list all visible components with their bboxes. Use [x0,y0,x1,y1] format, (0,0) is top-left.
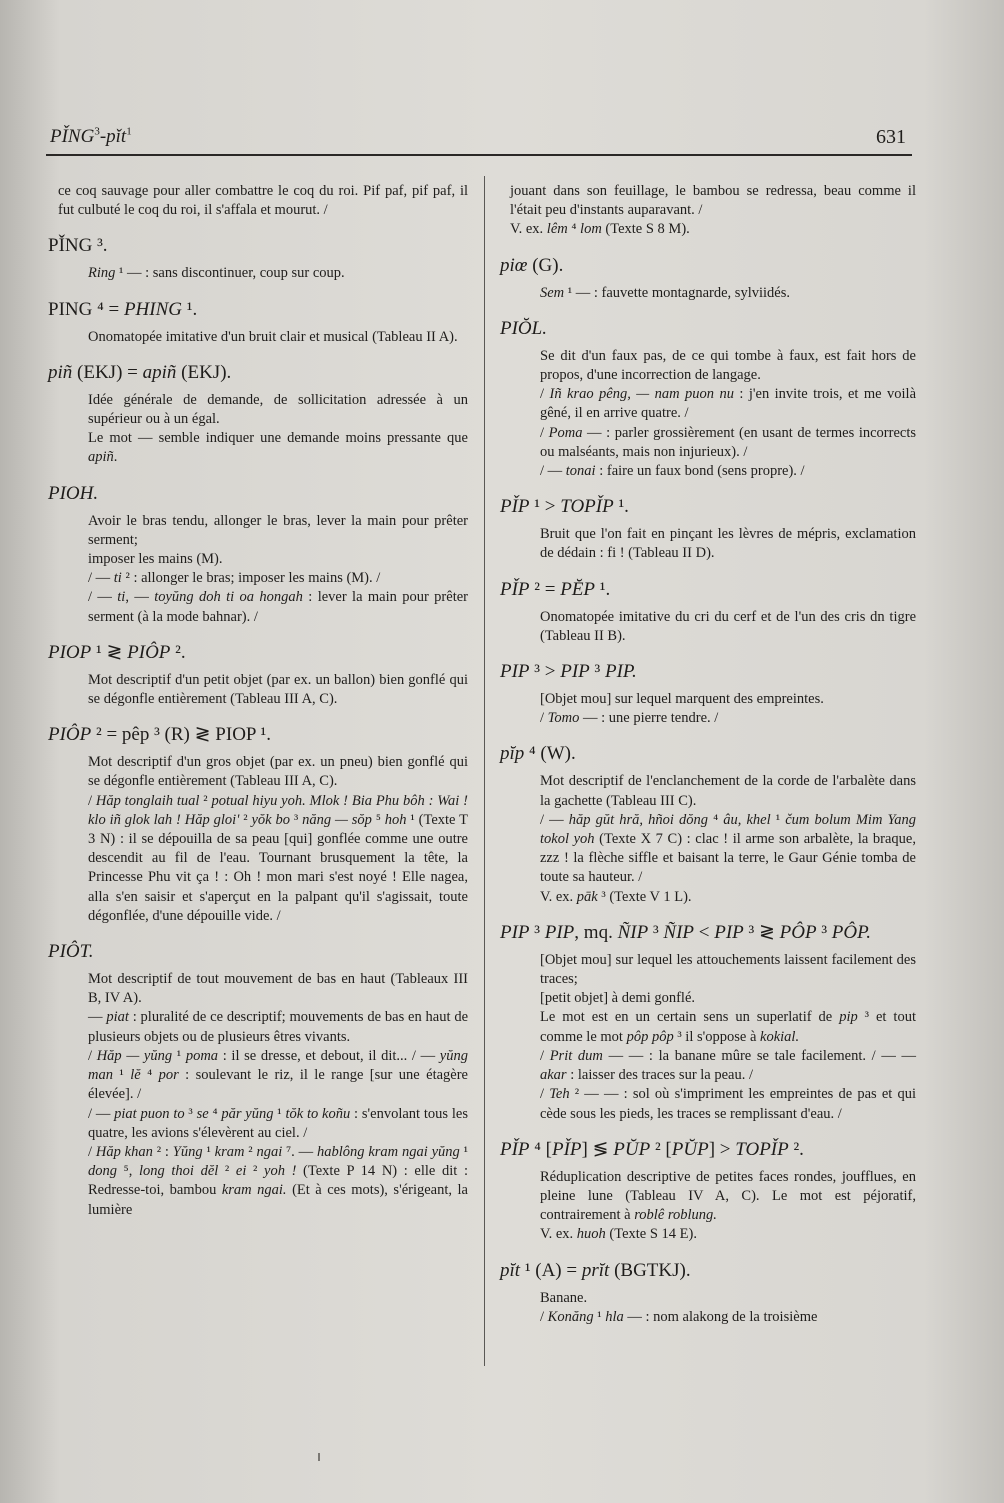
entry-definition [540,525,916,563]
entry-headword: pĭt ¹ (A) = prĭt (BGTKJ). [500,1259,691,1281]
entry-definition [540,284,916,303]
entry-definition [540,347,916,481]
entry-definition [540,1168,916,1245]
header-rule [46,154,912,156]
entry-definition [540,951,916,1124]
entry-definition [88,391,468,468]
definition-paragraph: [Objet mou] sur lequel marquent des empreintes. [540,691,824,708]
entry-headword: PIOH. [48,482,99,504]
definition-paragraph: Onomatopée imitative du cri du cerf et de l'un des cris dn tigre (Tableau II B). [540,608,916,644]
entry-headword: PǏP ⁴ [PǏP] ≶ PŬP ² [PŬP] > TOPǏP ². [500,1138,804,1160]
entry-definition [58,182,468,220]
entry-headword: PǏP ² = PĔP ¹. [500,578,611,600]
definition-paragraph: Sem ¹ — : fauvette montagnarde, sylviidés. [540,284,790,301]
definition-paragraph: / Konăng ¹ hla — : nom alakong de la troisième [540,1308,818,1325]
definition-paragraph: [Objet mou] sur lequel les attouchements laissent facilement des traces; [540,951,916,988]
definition-paragraph: / Tomo — : une pierre tendre. / [540,710,719,727]
entry-definition [88,512,468,627]
definition-paragraph: Onomatopée imitative d'un bruit clair et musical (Tableau II A). [88,328,458,345]
definition-paragraph: / Poma — : parler grossièrement (en usant de termes incorrects ou malséants, mais non injurieux). / [540,424,917,460]
definition-paragraph: / Prit dum — — : la banane mûre se tale facilement. / — — akar : laisser des traces sur la peau. / [540,1047,917,1084]
running-header: PǏNG$^3$-pǐt$^1$ [50,125,132,147]
definition-paragraph: Réduplication descriptive de petites faces rondes, joufflues, en pleine lune (Tableau IV A, C). Le mot est péjoratif, contrairement à roblê roblung. [540,1168,916,1224]
definition-paragraph: Avoir le bras tendu, allonger le bras, lever la main pour prêter serment; [88,512,468,548]
definition-paragraph: Mot descriptif d'un petit objet (par ex. un ballon) bien gonflé qui se dégonfle entièrement (Tableau III A, C). [88,671,468,708]
entry-headword: PIÔP ² = pêp ³ (R) ≷ PIOP ¹. [48,724,271,746]
print-mark [318,1453,320,1461]
definition-paragraph: / Hăp tonglaih tual ² potual hiyu yoh. Mlok ! Bia Phu bôh : Wai ! klo iñ glok lah ! Hăp gloi' ² yŏk bo ³ năng — sŏp ⁵ hoh ¹ (Texte T 3 N) : il se dépouilla de sa peau [qui] gonflée comme une outre descendit au fil de l'eau. Tournant brusquement la tête, la Princesse Phu vit ça ! : Oh ! mon mari s'est noyé ! Elle nagea, alla s'en saisir et s'aperçut en la palpant qu'il s'agissait, toute dégonflée, d'une dépouille vide. / [88,792,468,924]
definition-paragraph: Mot descriptif de l'enclanchement de la corde de l'arbalète dans la gachette (Tableau III C). [540,773,916,809]
entry-headword: PIP ³ > PIP ³ PIP. [500,661,637,683]
definition-paragraph: / — hăp gŭt hră, hñoi dŏng ⁴ âu, khel ¹ čum bolum Mim Yang tokol yoh (Texte X 7 C) : clac ! il arme son arbalète, la braque, zzz ! la flèche siffle et baisant la terre, le Gaur Génie tomba de toute sa hauteur. / [540,811,916,886]
definition-paragraph: V. ex. lêm ⁴ lom (Texte S 8 M). [510,221,690,238]
definition-paragraph: imposer les mains (M). [88,551,223,568]
entry-definition [88,970,468,1220]
definition-paragraph: Bruit que l'on fait en pinçant les lèvres de mépris, exclamation de dédain : fi ! (Tableau II D). [540,526,916,562]
entry-headword: PIP ³ PIP, mq. ÑIP ³ ÑIP < PIP ³ ≷ PÔP ³ PÔP. [500,921,872,943]
definition-paragraph: V. ex. huoh (Texte S 14 E). [540,1226,697,1243]
right-column [500,182,916,1327]
left-column [48,182,468,1220]
definition-paragraph: ce coq sauvage pour aller combattre le coq du roi. Pif paf, pif paf, il fut culbuté le coq du roi, il s'affala et mourut. / [58,183,468,219]
entry-definition [88,671,468,709]
entry-definition [88,753,468,926]
entry-headword: PǏP ¹ > TOPǏP ¹. [500,496,629,518]
definition-paragraph: Mot descriptif de tout mouvement de bas en haut (Tableaux III B, IV A). [88,971,468,1007]
definition-paragraph: Le mot est en un certain sens un superlatif de pip ³ et tout comme le mot pôp pôp ³ il s'oppose à kokial. [540,1009,916,1045]
entry-definition [510,182,916,240]
definition-paragraph: / — ti, — toyŭng doh ti oa hongah : lever la main pour prêter serment (à la mode bahnar). / [88,589,468,625]
definition-paragraph: — piat : pluralité de ce descriptif; mouvements de bas en haut de plusieurs objets ou de plusieurs êtres vivants. [88,1009,469,1045]
definition-paragraph: / — tonai : faire un faux bond (sens propre). / [540,463,805,480]
definition-paragraph: / Hăp khan ² : Yŭng ¹ kram ² ngai ⁷. — hablông kram ngai yŭng ¹ dong ⁵, long thoi dĕl ² ei ² yoh ! (Texte P 14 N) : elle dit : Redresse-toi, bambou kram ngai. (Et à ces mots), s'érigeant, la lumière [88,1143,468,1218]
definition-paragraph: Idée générale de demande, de sollicitation adressée à un supérieur ou à un égal. [88,391,468,428]
entry-headword: PIÔT. [48,941,94,963]
entry-headword: PIŎL. [500,317,547,339]
entry-headword: piñ (EKJ) = apiñ (EKJ). [48,361,232,383]
entry-headword: PǏNG ³. [48,235,108,257]
definition-paragraph: Le mot — semble indiquer une demande moins pressante que apiñ. [88,430,468,466]
entry-headword: pĭp ⁴ (W). [500,743,576,765]
definition-paragraph: / — ti ² : allonger le bras; imposer les mains (M). / [88,570,381,587]
definition-paragraph: Se dit d'un faux pas, de ce qui tombe à faux, est fait hors de propos, d'une incorrection de langage. [540,347,916,384]
entry-headword: PING ⁴ = PHING ¹. [48,298,198,320]
entry-definition [540,608,916,646]
definition-paragraph: / Teh ² — — : sol où s'impriment les empreintes de pas et qui cède sous les pieds, les traces se remplissant d'eau. / [540,1086,916,1122]
entry-definition [540,690,916,728]
definition-paragraph: / Hăp — yŭng ¹ poma : il se dresse, et debout, il dit... / — yŭng man ¹ lĕ ⁴ por : soulevant le riz, il le range [sur une étagère élevée]. / [88,1047,468,1103]
page-number: 631 [876,126,906,148]
definition-paragraph: / — piat puon to ³ se ⁴ păr yŭng ¹ tŏk to koñu : s'envolant tous les quatre, les avions s'élevèrent au ciel. / [88,1105,468,1141]
definition-paragraph: jouant dans son feuillage, le bambou se redressa, beau comme il l'était peu d'instants auparavant. / [510,183,916,219]
column-divider [484,176,485,1366]
definition-paragraph: / Iñ krao pêng, — nam puon nu : j'en invite trois, et me voilà gêné, il en arrive quatre. / [540,386,917,422]
entry-definition [540,1289,916,1327]
entry-definition [88,328,468,347]
definition-paragraph: Banane. [540,1289,588,1306]
entry-definition [88,264,468,283]
definition-paragraph: V. ex. pāk ³ (Texte V 1 L). [540,888,692,905]
entry-headword: piœ (G). [500,254,564,276]
definition-paragraph: Ring ¹ — : sans discontinuer, coup sur coup. [88,265,345,282]
entry-definition [540,772,916,906]
definition-paragraph: Mot descriptif d'un gros objet (par ex. un pneu) bien gonflé qui se dégonfle entièrement (Tableau III A, C). [88,754,468,790]
definition-paragraph: [petit objet] à demi gonflé. [540,990,696,1007]
entry-headword: PIOP ¹ ≷ PIÔP ². [48,641,186,663]
